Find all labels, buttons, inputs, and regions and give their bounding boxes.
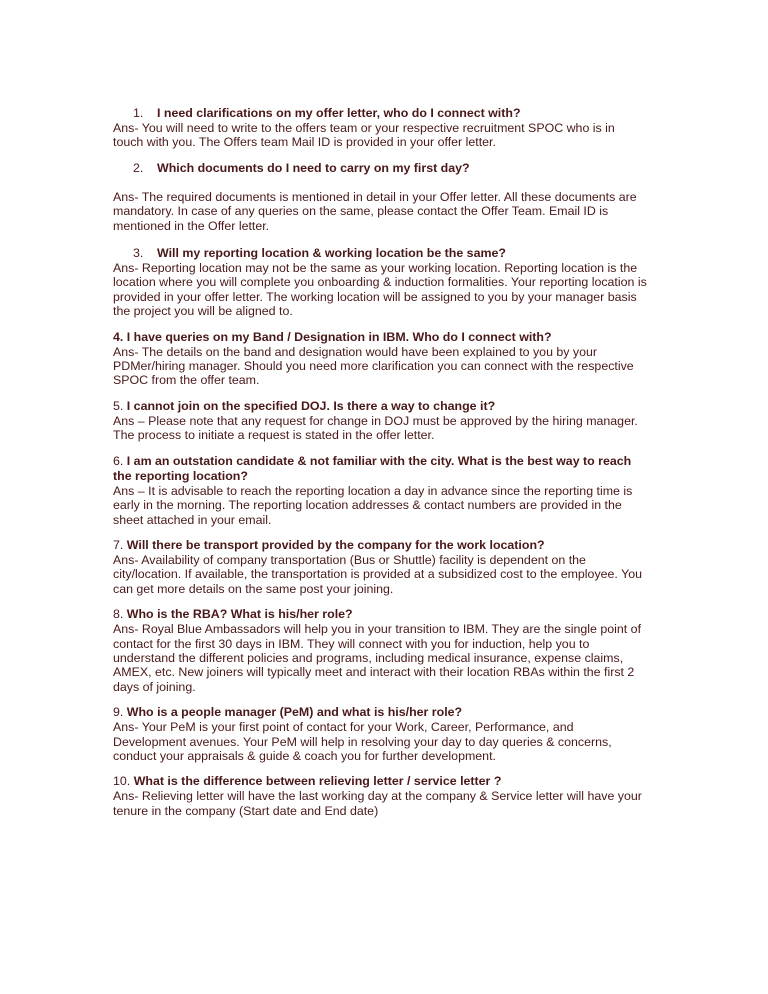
faq-answer [113, 414, 658, 443]
question-text: Which documents do I need to carry on my first day? [157, 160, 470, 175]
faq-question [113, 246, 658, 261]
answer-line: location where you will complete you onboarding & induction formalities. Your reporting location is [113, 275, 647, 290]
question-number: 10. [113, 774, 131, 789]
faq-answer [113, 190, 658, 233]
faq-item-1 [113, 106, 658, 150]
question-number: 2. [133, 160, 144, 175]
faq-item-9 [113, 705, 658, 763]
faq-answer [113, 345, 658, 388]
question-number: 8. [113, 607, 124, 622]
faq-question [113, 106, 658, 121]
question-number: 1. [133, 106, 144, 120]
faq-item-10 [113, 774, 658, 818]
answer-line: can get more details on the same post your joining. [113, 581, 394, 596]
question-text-line: I am an outstation candidate & not familiar with the city. What is the best way to reach [126, 453, 632, 468]
answer-line: Ans- Availability of company transportation (Bus or Shuttle) facility is dependent on the [113, 552, 586, 567]
question-text: I have queries on my Band / Designation in IBM. Who do I connect with? [126, 329, 552, 344]
faq-question [113, 330, 658, 345]
faq-answer [113, 553, 658, 596]
answer-line: understand the different policies and programs, including medical insurance, expense claims, [113, 650, 624, 665]
faq-answer [113, 261, 658, 319]
answer-line: PDMer/hiring manager. Should you need more clarification you can connect with the respective [113, 359, 634, 374]
answer-line: provided in your offer letter. The working location will be assigned to you by your manager basis [113, 289, 637, 304]
faq-question [113, 774, 658, 789]
faq-item-7 [113, 538, 658, 596]
answer-line: tenure in the company (Start date and End date) [113, 803, 379, 818]
faq-answer [113, 720, 658, 763]
question-number: 7. [113, 537, 124, 552]
faq-answer [113, 121, 658, 150]
question-number: 4. [113, 329, 124, 344]
faq-item-3 [113, 246, 658, 319]
answer-line: early in the morning. The reporting location addresses & contact numbers are provided in the [113, 498, 622, 513]
answer-line: Ans- The details on the band and designation would have been explained to you by your [113, 344, 598, 359]
faq-question [113, 705, 658, 720]
answer-line: mandatory. In case of any queries on the same, please contact the Offer Team. Email ID is [113, 204, 609, 219]
answer-line: Ans- Royal Blue Ambassadors will help you in your transition to IBM. They are the single point of [113, 622, 642, 637]
question-text: I cannot join on the specified DOJ. Is there a way to change it? [126, 398, 496, 413]
question-text: I need clarifications on my offer letter, who do I connect with? [157, 106, 521, 120]
answer-line: Ans – Please note that any request for change in DOJ must be approved by the hiring manager. [113, 413, 638, 428]
question-text: What is the difference between relieving letter / service letter ? [133, 774, 502, 789]
question-number: 5. [113, 398, 124, 413]
faq-answer [113, 484, 658, 527]
question-number: 9. [113, 705, 124, 720]
question-text: Will my reporting location & working location be the same? [157, 246, 506, 261]
question-text-line: the reporting location? [113, 468, 248, 483]
answer-line: AMEX, etc. New joiners will typically meet and interact with their location RBAs within the first 2 [113, 665, 635, 680]
faq-item-2 [113, 161, 658, 233]
question-text: Will there be transport provided by the company for the work location? [126, 537, 545, 552]
answer-line: conduct your appraisals & guide & coach you for further development. [113, 748, 496, 763]
answer-line: Ans- The required documents is mentioned in detail in your Offer letter. All these documents are [113, 189, 637, 204]
answer-line: city/location. If available, the transportation is provided at a subsidized cost to the employee. You [113, 567, 642, 582]
answer-line: Ans- Reporting location may not be the same as your working location. Reporting location is the [113, 261, 638, 276]
answer-line: Ans- Relieving letter will have the last working day at the company & Service letter will have your [113, 789, 642, 804]
faq-question [113, 161, 658, 176]
answer-line: touch with you. The Offers team Mail ID is provided in your offer letter. [113, 135, 496, 150]
question-text: Who is a people manager (PeM) and what is his/her role? [126, 705, 463, 720]
answer-line: the project you will be aligned to. [113, 304, 293, 319]
faq-item-6 [113, 454, 658, 527]
faq-question [113, 454, 658, 484]
answer-line: days of joining. [113, 679, 196, 694]
question-number: 3. [133, 246, 144, 261]
faq-list [113, 106, 658, 829]
question-number: 6. [113, 453, 124, 468]
faq-item-5 [113, 399, 658, 443]
faq-question [113, 607, 658, 622]
answer-line: mentioned in the Offer letter. [113, 218, 270, 233]
faq-item-4 [113, 330, 658, 388]
answer-line: Development avenues. Your PeM will help in resolving your day to day queries & concerns, [113, 734, 612, 749]
faq-item-8 [113, 607, 658, 694]
faq-answer [113, 622, 658, 694]
answer-line: The process to initiate a request is stated in the offer letter. [113, 428, 435, 443]
answer-line: contact for the first 30 days in IBM. They will connect with you for induction, help you to [113, 636, 590, 651]
question-text: Who is the RBA? What is his/her role? [126, 607, 353, 622]
answer-line: sheet attached in your email. [113, 512, 272, 527]
faq-question [113, 399, 658, 414]
answer-line: Ans – It is advisable to reach the reporting location a day in advance since the reporting time is [113, 483, 633, 498]
answer-line: Ans- Your PeM is your first point of contact for your Work, Career, Performance, and [113, 720, 574, 735]
answer-line: Ans- You will need to write to the offers team or your respective recruitment SPOC who is in [113, 121, 615, 135]
faq-question [113, 538, 658, 553]
answer-line: SPOC from the offer team. [113, 373, 260, 388]
faq-answer [113, 789, 658, 818]
